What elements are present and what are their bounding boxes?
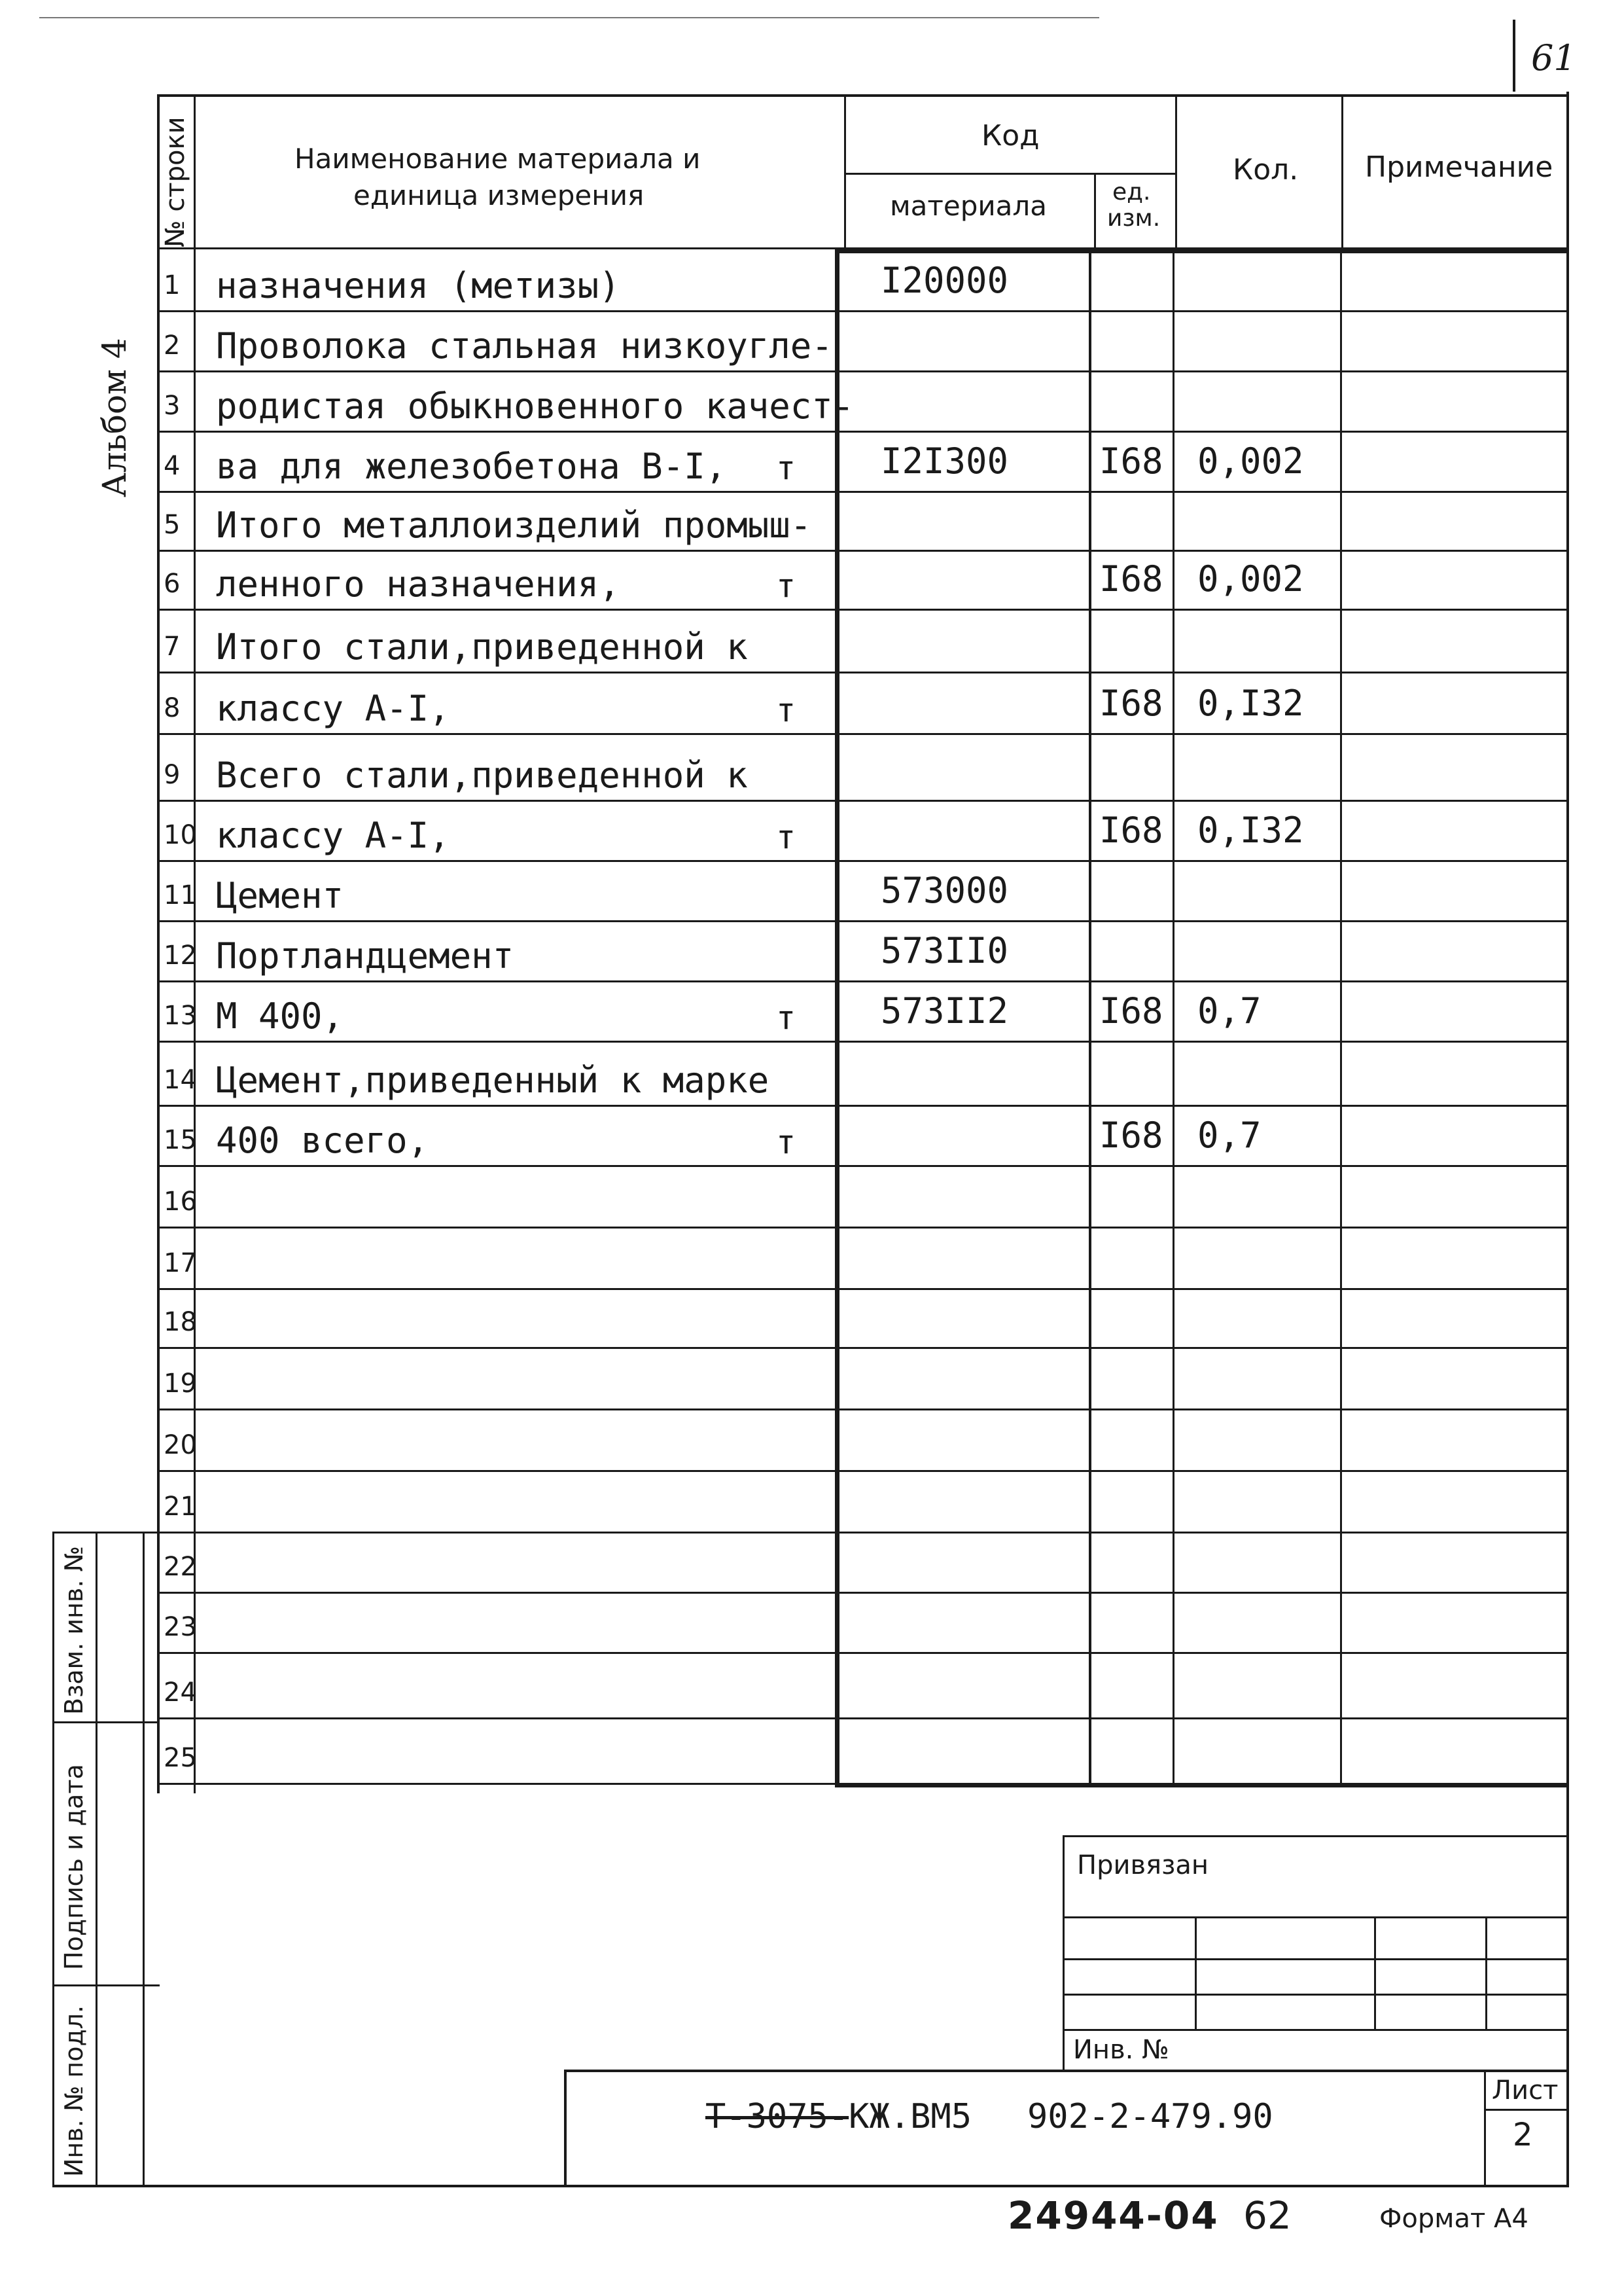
table-row	[0, 1288, 1624, 1347]
table-row	[0, 249, 1624, 310]
format-label: Формат А4	[1379, 2204, 1528, 2234]
row-name: назначения (метизы)	[216, 265, 620, 306]
row-material-code: 573II2	[881, 990, 1009, 1031]
row-name: классу А-I,	[216, 688, 450, 729]
table-row	[0, 1165, 1624, 1227]
table-row	[0, 1227, 1624, 1288]
table-row	[0, 609, 1624, 672]
header-unit-code-2: изм.	[1107, 205, 1161, 232]
table-row	[0, 672, 1624, 733]
project-number: 902-2-479.90	[1027, 2097, 1273, 2136]
row-material-code: 573II0	[881, 930, 1009, 971]
row-material-code: 573000	[881, 870, 1009, 911]
table-row	[0, 733, 1624, 800]
row-number: 22	[164, 1552, 197, 1582]
side-vzam-label: Взам. инв. №	[60, 1545, 88, 1715]
row-name: ва для железобетона В-I,	[216, 446, 727, 487]
row-divider	[160, 1783, 1569, 1785]
row-unit-code: I68	[1099, 440, 1163, 482]
row-qty: 0,002	[1197, 440, 1304, 482]
row-unit-code: I68	[1099, 558, 1163, 600]
row-name: Проволока стальная низкоугле-	[216, 325, 833, 367]
row-number: 2	[164, 331, 181, 361]
row-number: 25	[164, 1743, 197, 1773]
table-row	[0, 1408, 1624, 1470]
doc-code	[705, 2097, 972, 2136]
row-number: 10	[164, 820, 197, 850]
header-name-line1: Наименование материала и	[294, 143, 701, 175]
row-unit: т	[776, 818, 796, 856]
side-podpis-label: Подпись и дата	[60, 1764, 88, 1970]
row-qty: 0,7	[1197, 990, 1262, 1031]
row-name: М 400,	[216, 996, 344, 1037]
row-name: Всего стали,приведенной к	[216, 755, 748, 796]
table-row	[0, 980, 1624, 1041]
row-unit: т	[776, 691, 796, 729]
list-label: Лист	[1492, 2075, 1559, 2106]
row-unit-code: I68	[1099, 683, 1163, 724]
header-qty: Кол.	[1233, 153, 1299, 187]
row-number: 5	[164, 510, 181, 540]
row-name: родистая обыкновенного качест-	[216, 386, 855, 427]
header-row-no: № строки	[160, 117, 190, 247]
table-row	[0, 1041, 1624, 1105]
row-unit-code: I68	[1099, 990, 1163, 1031]
row-number: 11	[164, 880, 197, 910]
stamp-number: 24944-04	[1008, 2193, 1219, 2238]
table-row	[0, 1532, 1624, 1592]
header-material-code: материала	[890, 190, 1048, 222]
row-number: 4	[164, 451, 181, 481]
row-number: 24	[164, 1677, 197, 1708]
row-unit: т	[776, 449, 796, 487]
table-row	[0, 1652, 1624, 1717]
header-note: Примечание	[1365, 151, 1553, 184]
row-unit: т	[776, 999, 796, 1037]
row-name: классу А-I,	[216, 815, 450, 856]
row-number: 9	[164, 760, 181, 790]
list-number: 2	[1513, 2117, 1533, 2153]
table-row	[0, 491, 1624, 550]
privyazan-label: Привязан	[1077, 1850, 1209, 1880]
header-code-group: Код	[981, 119, 1040, 152]
row-name: Итого металлоизделий промыш-	[216, 505, 812, 546]
row-number: 1	[164, 270, 181, 300]
header-name-line2: единица измерения	[353, 179, 644, 211]
inv-no-label: Инв. №	[1073, 2035, 1169, 2065]
table-row	[0, 800, 1624, 860]
table-row	[0, 920, 1624, 980]
row-name: Цемент	[216, 875, 344, 916]
table-row	[0, 860, 1624, 920]
row-unit: т	[776, 1123, 796, 1161]
row-number: 16	[164, 1187, 197, 1217]
header-unit-code-1: ед.	[1112, 179, 1151, 206]
row-qty: 0,I32	[1197, 683, 1304, 724]
row-qty: 0,I32	[1197, 810, 1304, 851]
table-row	[0, 1717, 1624, 1783]
table-row	[0, 1470, 1624, 1532]
row-qty: 0,002	[1197, 558, 1304, 600]
table-row	[0, 1105, 1624, 1165]
row-number: 7	[164, 632, 181, 662]
row-number: 20	[164, 1430, 197, 1460]
row-material-code: I2I300	[881, 440, 1009, 482]
row-unit-code: I68	[1099, 1115, 1163, 1156]
row-number: 15	[164, 1125, 197, 1155]
table-row	[0, 1347, 1624, 1408]
row-name: Итого стали,приведенной к	[216, 626, 748, 668]
row-number: 23	[164, 1612, 197, 1642]
row-name: ленного назначения,	[216, 564, 620, 605]
row-number: 8	[164, 693, 181, 723]
doc-code-rest: КЖ.ВМ5	[849, 2097, 972, 2136]
table-row	[0, 310, 1624, 370]
row-unit: т	[776, 567, 796, 605]
row-unit-code: I68	[1099, 810, 1163, 851]
page-number: 61	[1531, 37, 1576, 79]
row-number: 3	[164, 391, 181, 421]
row-qty: 0,7	[1197, 1115, 1262, 1156]
row-number: 18	[164, 1307, 197, 1337]
table-row	[0, 370, 1624, 431]
table-row	[0, 1592, 1624, 1652]
row-number: 12	[164, 941, 197, 971]
row-name: Портландцемент	[216, 935, 514, 977]
row-material-code: I20000	[881, 260, 1009, 301]
row-number: 14	[164, 1065, 197, 1095]
row-name: 400 всего,	[216, 1120, 429, 1161]
row-number: 6	[164, 569, 181, 599]
table-row	[0, 550, 1624, 609]
album-label: Альбом 4	[96, 338, 133, 497]
side-inv-podl-label: Инв. № подл.	[60, 2005, 88, 2177]
table-row	[0, 431, 1624, 491]
stamp-page: 62	[1243, 2193, 1292, 2238]
row-number: 17	[164, 1248, 197, 1278]
row-number: 21	[164, 1492, 197, 1522]
row-name: Цемент,приведенный к марке	[216, 1060, 769, 1101]
doc-code-struck: Т-3075-	[705, 2097, 849, 2136]
row-number: 13	[164, 1001, 197, 1031]
row-number: 19	[164, 1369, 197, 1399]
